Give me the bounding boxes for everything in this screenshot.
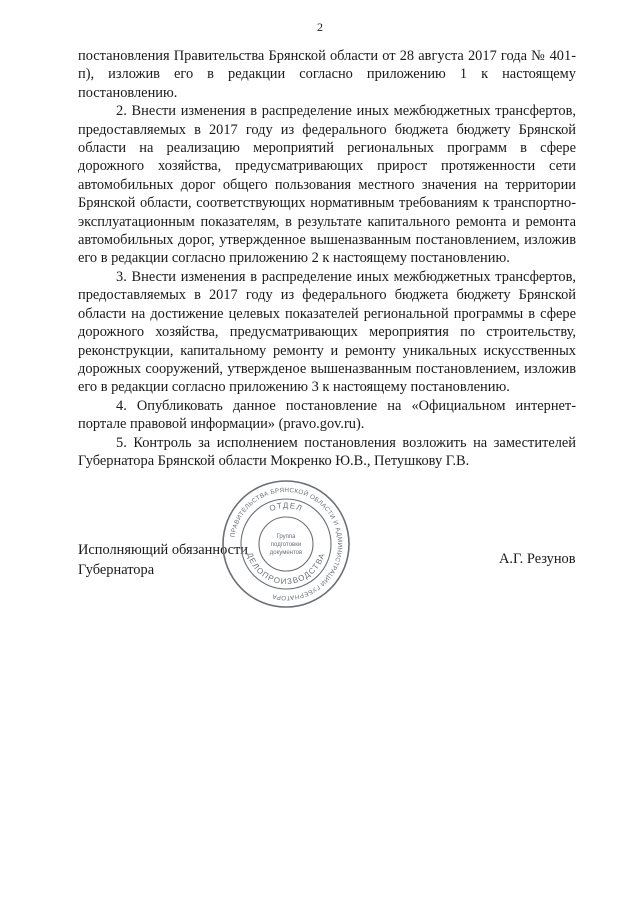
stamp-center-line-3: документов bbox=[269, 550, 303, 556]
page-number: 2 bbox=[317, 20, 323, 34]
document-body bbox=[78, 47, 576, 470]
official-stamp bbox=[220, 478, 352, 610]
signatory-position-line-1: Исполняющий обязанности bbox=[78, 542, 249, 558]
signatory-name: А.Г. Резунов bbox=[499, 551, 576, 567]
stamp-outer-textpath: ПРАВИТЕЛЬСТВА БРЯНСКОЙ ОБЛАСТИ И АДМИНИСТРАЦИИ ГУБЕРНАТОРА bbox=[229, 486, 344, 602]
signatory-position-line-2: Губернатора bbox=[78, 562, 155, 578]
stamp-center-line-2: подготовки bbox=[270, 542, 302, 548]
stamp-middle-bottom-textpath: ДЕЛОПРОИЗВОДСТВА bbox=[245, 551, 327, 587]
paragraph-item-5: 5. Контроль за исполнением постановления возложить на заместителей Губернатора Брянской области Мокренко Ю.В., Петушкову Г.В. bbox=[78, 434, 576, 469]
paragraph-continuation: постановления Правительства Брянской области от 28 августа 2017 года № 401-п), изложив его в редакции согласно приложению 1 к настоящему постановлению. bbox=[78, 48, 576, 101]
paragraph-item-3: 3. Внести изменения в распределение иных межбюджетных трансфертов, предоставляемых в 2017 году из федерального бюджета бюджету Брянской области на достижение целевых показателей региональной программы в сфере дорожного хозяйства, предусматривающих мероприятия по строительству, реконструкции, капитальному ремонту и ремонту уникальных искусственных дорожных сооружений, утвержденое вышеназванным постановлением, изложив его в редакции согласно приложению 3 к настоящему постановлению. bbox=[78, 268, 576, 396]
stamp-middle-bottom bbox=[245, 551, 327, 586]
stamp-middle-top-textpath: ОТДЕЛ bbox=[268, 500, 304, 514]
paragraph-item-2: 2. Внести изменения в распределение иных межбюджетных трансфертов, предоставляемых в 2017 году из федерального бюджета бюджету Брянской области на реализацию мероприятий региональных программ в сфере дорожного хозяйства, предусматривающих прирост протяженности сети автомобильных дорог общего пользования местного значения на территории Брянской области, соответствующих нормативным требованиям к транспортно-эксплуатационным показателям, в результате капитального ремонта и ремонта автомобильных дорог, утвержденное вышеназванным постановлением, изложив его в редакции согласно приложению 2 к настоящему постановлению. bbox=[78, 103, 576, 267]
stamp-center-line-1: Группа bbox=[276, 534, 296, 540]
stamp-middle-top bbox=[268, 501, 304, 513]
paragraph-item-4: 4. Опубликовать данное постановление на «Официальном интернет-портале правовой информации» (pravo.gov.ru). bbox=[78, 397, 576, 433]
